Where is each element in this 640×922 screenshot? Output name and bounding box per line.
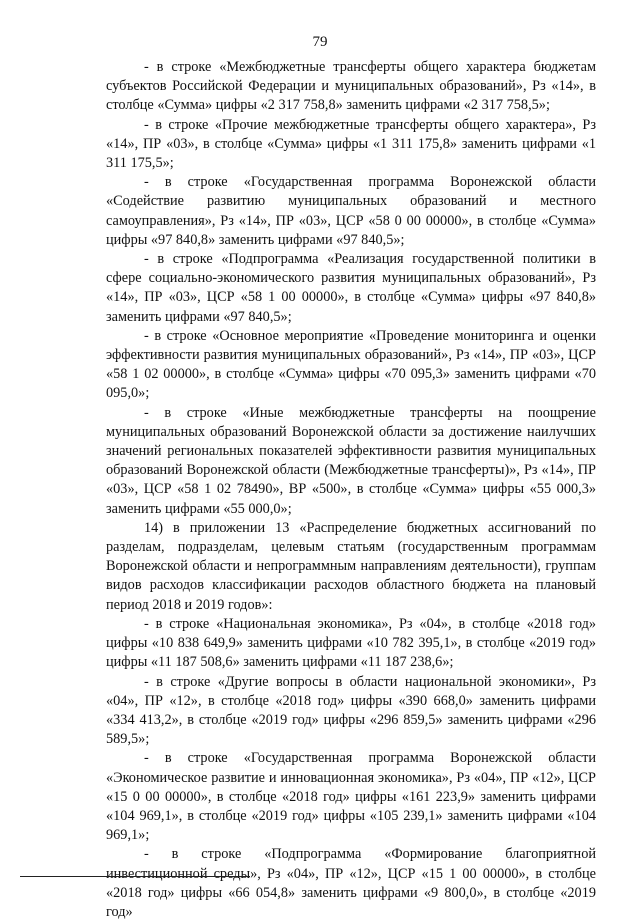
footer-divider bbox=[20, 876, 250, 877]
paragraph: - в строке «Подпрограмма «Формирование благоприятной инвестиционной среды», Рз «04», ПР «12», ЦСР «15 1 00 00000», в столбце «2018 год» цифры «66 054,8» заменить цифрами «9 800,0», в столбце «2019 год» bbox=[106, 846, 596, 920]
paragraph: - в строке «Подпрограмма «Реализация государственной политики в сфере социально-экономического развития муниципальных образований», Рз «14», ПР «03», ЦСР «58 1 00 00000», в столбце «Сумма» цифры «97 840,8» заменить цифрами «97 840,5»; bbox=[106, 251, 596, 325]
page-number: 79 bbox=[312, 34, 328, 50]
paragraph: - в строке «Национальная экономика», Рз «04», в столбце «2018 год» цифры «10 838 649,9» заменить цифрами «10 782 395,1», в столбце «2019 год» цифры «11 187 508,6» заменить цифрами «11 187 238,6»; bbox=[106, 615, 596, 671]
paragraph: - в строке «Государственная программа Воронежской области «Содействие развитию муниципальных образований и местного самоуправления», Рз «14», ПР «03», ЦСР «58 0 00 00000», в столбце «Сумма» цифры «97 840,8» заменить цифрами «97 840,5»; bbox=[106, 174, 596, 248]
paragraph: - в строке «Основное мероприятие «Проведение мониторинга и оценки эффективности развития муниципальных образований», Рз «14», ПР «03», ЦСР «58 1 02 00000», в столбце «Сумма» цифры «70 095,3» заменить цифрами «70 095,0»; bbox=[106, 327, 596, 402]
paragraph: 14) в приложении 13 «Распределение бюджетных ассигнований по разделам, подразделам, целевым статьям (государственным программам Воронежской области и непрограммным направлениям деятельности), группам видов расходов классификации расходов областного бюджета на плановый период 2018 и 2019 годов»: bbox=[106, 519, 596, 613]
paragraph: - в строке «Межбюджетные трансферты общего характера бюджетам субъектов Российской Федерации и муниципальных образований», Рз «14», в столбце «Сумма» цифры «2 317 758,8» заменить цифрами «2 317 758,5»; bbox=[106, 59, 596, 114]
document-body bbox=[106, 58, 596, 922]
paragraph: - в строке «Другие вопросы в области национальной экономики», Рз «04», ПР «12», в столбце «2018 год» цифры «390 668,0» заменить цифрами «334 413,2», в столбце «2019 год» цифры «296 859,5» заменить цифрами «296 589,5»; bbox=[106, 673, 596, 748]
paragraph: - в строке «Иные межбюджетные трансферты на поощрение муниципальных образований Воронежской области за достижение наилучших значений региональных показателей эффективности развития муниципальных образований Воронежской области (Межбюджетные трансферты)», Рз «14», ПР «03», ЦСР «58 1 02 78490», ВР «500», в столбце «Сумма» цифры «55 000,3» заменить цифрами «55 000,0»; bbox=[106, 404, 596, 517]
paragraph: - в строке «Прочие межбюджетные трансферты общего характера», Рз «14», ПР «03», в столбце «Сумма» цифры «1 311 175,8» заменить цифрами «1 311 175,5»; bbox=[106, 116, 596, 172]
paragraph: - в строке «Государственная программа Воронежской области «Экономическое развитие и инновационная экономика», Рз «04», ПР «12», ЦСР «15 0 00 00000», в столбце «2018 год» цифры «161 223,9» заменить цифрами «104 969,1», в столбце «2019 год» цифры «105 239,1» заменить цифрами «104 969,1»; bbox=[106, 750, 596, 844]
